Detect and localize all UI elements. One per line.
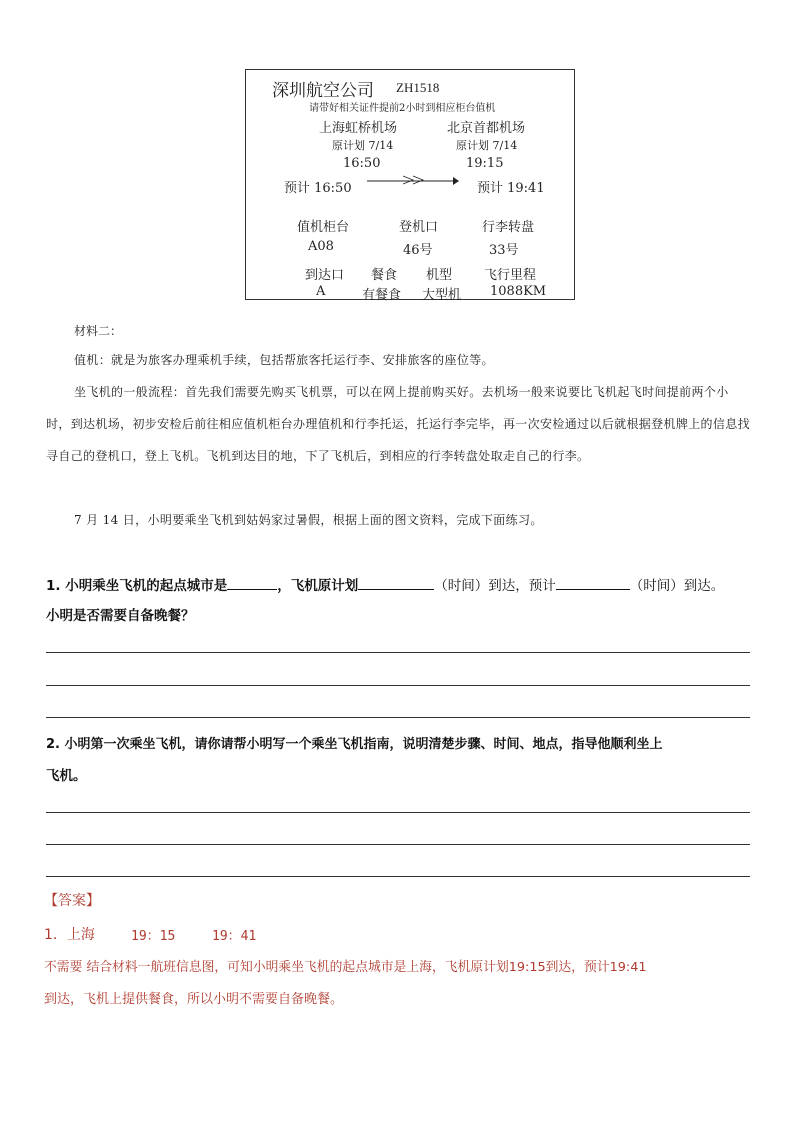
baggage-carousel-label: 行李转盘 xyxy=(482,220,535,235)
answer-line[interactable] xyxy=(46,717,750,718)
question-1-part-a: 1. 小明乘坐飞机的起点城市是 xyxy=(46,578,228,594)
arrival-exit-value: A xyxy=(316,284,326,299)
question-2: 2. 小明第一次乘坐飞机，请你请帮小明写一个乘坐飞机指南，说明清楚步骤、时间、地点，指导他顺利坐上 xyxy=(46,737,663,752)
answer-heading: 【答案】 xyxy=(44,893,100,909)
departure-plan-date: 原计划 7/14 xyxy=(332,139,394,152)
flight-number: ZH1518 xyxy=(396,80,440,95)
answer-blank-expected-time[interactable] xyxy=(556,576,630,590)
baggage-carousel-value: 33号 xyxy=(489,243,519,258)
answer-line[interactable] xyxy=(46,844,750,845)
arrival-plan-date: 原计划 7/14 xyxy=(456,139,518,152)
answer-1-planned-time: 19：15 xyxy=(131,929,176,944)
answer-line[interactable] xyxy=(46,685,750,686)
question-2-line-2: 飞机。 xyxy=(46,768,87,784)
arrival-expected-time: 预计 19:41 xyxy=(477,181,545,196)
departure-plan-time: 16:50 xyxy=(343,156,381,171)
departure-airport: 上海虹桥机场 xyxy=(319,121,398,136)
answer-blank-start-city[interactable] xyxy=(227,576,277,590)
meal-value: 有餐食 xyxy=(362,288,402,303)
answer-1-explanation: 不需要 结合材料一航班信息图，可知小明乘坐飞机的起点城市是上海，飞机原计划19:15到达，预计19:41 xyxy=(44,960,647,975)
gate-value: 46号 xyxy=(403,243,433,258)
question-1 xyxy=(46,574,724,594)
answer-1-city: 1．上海 xyxy=(44,927,95,943)
gate-label: 登机口 xyxy=(399,220,439,235)
question-1-line-2: 小明是否需要自备晚餐？ xyxy=(46,608,195,624)
answer-line[interactable] xyxy=(46,876,750,877)
answer-1-expected-time: 19：41 xyxy=(212,929,257,944)
meal-label: 餐食 xyxy=(371,268,398,283)
checkin-notice: 请带好相关证件提前2小时到相应柜台值机 xyxy=(309,103,496,114)
answer-1-explanation-cont: 到达，飞机上提供餐食，所以小明不需要自备晚餐。 xyxy=(44,992,344,1007)
question-1-part-d: （时间）到达。 xyxy=(629,578,725,594)
material-para-process: 坐飞机的一般流程：首先我们需要先购买飞机票，可以在网上提前购买好。去机场一般来说要比飞机起飞时间提前两个小时，到达机场，初步安检后前往相应值机柜台办理值机和行李托运，托运行李完毕，再一次安检通过以后就根据登机牌上的信息找寻自己的登机口，登上飞机。飞机到达目的地，下了飞机后，到相应的行李转盘处取走自己的行李。 xyxy=(46,385,750,463)
answer-blank-planned-time[interactable] xyxy=(358,576,434,590)
arrival-plan-time: 19:15 xyxy=(466,156,504,171)
flight-distance-label: 飞行里程 xyxy=(484,268,537,283)
aircraft-type-value: 大型机 xyxy=(422,288,462,303)
arrival-airport: 北京首都机场 xyxy=(447,121,526,136)
flight-distance-value: 1088KM xyxy=(490,284,547,299)
question-1-part-c: （时间）到达，预计 xyxy=(434,578,556,594)
airline-name: 深圳航空公司 xyxy=(272,81,374,101)
answer-line[interactable] xyxy=(46,652,750,653)
material-title: 材料二： xyxy=(74,324,123,338)
flight-info-card xyxy=(245,69,575,303)
aircraft-type-label: 机型 xyxy=(426,268,453,283)
flight-arrow-icon xyxy=(363,174,459,188)
arrival-exit-label: 到达口 xyxy=(305,268,345,283)
question-1-part-b: ，飞机原计划 xyxy=(277,578,359,594)
material-para-task: 7 月 14 日，小明要乘坐飞机到姑妈家过暑假，根据上面的图文资料，完成下面练习。 xyxy=(74,513,543,527)
checkin-counter-label: 值机柜台 xyxy=(297,220,350,235)
answer-line[interactable] xyxy=(46,812,750,813)
checkin-counter-value: A08 xyxy=(308,239,334,254)
material-para-checkin: 值机：就是为旅客办理乘机手续，包括帮旅客托运行李、安排旅客的座位等。 xyxy=(74,353,494,367)
departure-expected-time: 预计 16:50 xyxy=(284,181,352,196)
